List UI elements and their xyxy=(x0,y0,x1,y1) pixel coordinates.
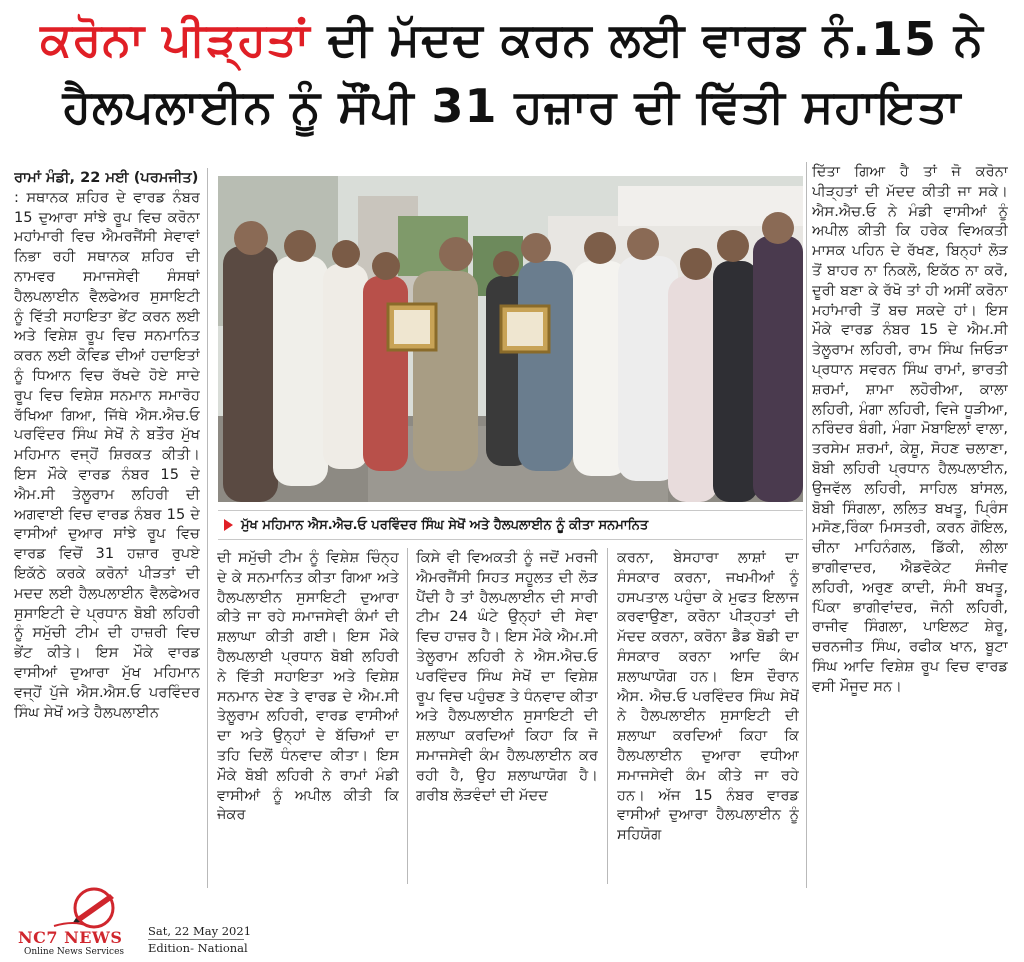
edition-date: Sat, 22 May 2021 xyxy=(148,924,252,938)
edition-info xyxy=(148,924,251,955)
pen-logo-icon xyxy=(14,884,144,930)
column-1-text: : ਸਥਾਨਕ ਸ਼ਹਿਰ ਦੇ ਵਾਰਡ ਨੰਬਰ 15 ਦੁਆਰਾ ਸਾਂਝੇ ਰੂਪ ਵਿਚ ਕਰੋਨਾ ਮਹਾਂਮਾਰੀ ਵਿਚ ਐਮਰਜੈਂਸੀ ਸੇਵਾਵਾਂ ਨਿਭਾ ਰਹੀ ਸਥਾਨਕ ਸ਼ਹਿਰ ਦੀ ਨਾਮਵਰ ਸਮਾਜਸੇਵੀ ਸੰਸਥਾਂ ਹੈਲਪਲਾਈਨ ਵੈਲਫੇਅਰ ਸੁਸਾਇਟੀ ਨੂੰ ਵਿੱਤੀ ਸਹਾਇਤਾ ਭੇਂਟ ਕਰਨ ਲਈ ਅਤੇ ਵਿਸ਼ੇਸ਼ ਰੂਪ ਵਿਚ ਸਨਮਾਨਿਤ ਕਰਨ ਲਈ ਕੋਵਿਡ ਦੀਆਂ ਹਦਾਇਤਾਂ ਨੂੰ ਧਿਆਨ ਵਿਚ ਰੱਖਦੇ ਹੋਏ ਸਾਦੇ ਰੂਪ ਵਿਚ ਵਿਸ਼ੇਸ਼ ਸਨਮਾਨ ਸਮਾਰੋਹ ਰੱਖਿਆ ਗਿਆ, ਜਿੱਥੇ ਐਸ.ਐਚ.ਓ ਪਰਵਿੰਦਰ ਸਿੰਘ ਸੇਖੋਂ ਨੇ ਬਤੌਰ ਮੁੱਖ ਮਹਿਮਾਨ ਵਜ੍ਹੋਂ ਸ਼ਿਰਕਤ ਕੀਤੀ। ਇਸ ਮੌਕੇ ਵਾਰਡ ਨੰਬਰ 15 ਦੇ ਐਮ.ਸੀ ਤੇਲੂਰਾਮ ਲਹਿਰੀ ਦੀ ਅਗਵਾਈ ਵਿਚ ਵਾਰਡ ਨੰਬਰ 15 ਦੇ ਵਾਸੀਆਂ ਦੁਆਰ ਸਾਂਝੇ ਰੂਪ ਵਿਚ ਵਾਰਡ ਵਿਚੋਂ 31 ਹਜ਼ਾਰ ਰੁਪਏ ਇਕੱਠੇ ਕਰਕੇ ਕਰੋਨਾਂ ਪੀੜਤਾਂ ਦੀ ਮਦਦ ਲਈ ਹੈਲਪਲਾਈਨ ਵੈਲਫੇਅਰ ਸੁਸਾਇਟੀ ਦੇ ਪ੍ਰਧਾਨ ਬੋਬੀ ਲਹਿਰੀ ਨੂੰ ਸਮੁੱਚੀ ਟੀਮ ਦੀ ਹਾਜ਼ਰੀ ਵਿਚ ਭੇਂਟ ਕੀਤੇ। ਇਸ ਮੌਕੇ ਵਾਰਡ ਵਾਸੀਆਂ ਦੁਆਰਾ ਮੁੱਖ ਮਹਿਮਾਨ ਵਜ੍ਹੋਂ ਪੁੱਜੇ ਐਸ.ਐਸ.ਓ ਪਰਵਿੰਦਰ ਸਿੰਘ ਸੇਖੋਂ ਅਤੇ ਹੈਲਪਲਾਈਨ xyxy=(14,188,200,721)
dateline: ਰਾਮਾਂ ਮੰਡੀ, 22 ਮਈ (ਪਰਮਜੀਤ) xyxy=(14,169,199,186)
article-column-4: ਕਰਨਾ, ਬੇਸਹਾਰਾ ਲਾਸ਼ਾਂ ਦਾ ਸੰਸਕਾਰ ਕਰਨਾ, ਜਖਮੀਆਂ ਨੂੰ ਹਸਪਤਾਲ ਪਹੁੰਚਾ ਕੇ ਮੁਫਤ ਇਲਾਜ ਕਰਵਾਉਣਾ, ਕਰੋਨਾ ਪੀੜ੍ਹਤਾਂ ਦੀ ਮੱਦਦ ਕਰਨਾ, ਕਰੋਨਾ ਡੈਡ ਬੋਡੀ ਦਾ ਸੰਸਕਾਰ ਕਰਨਾ ਆਦਿ ਕੰਮ ਸ਼ਲਾਘਾਯੋਗ ਹਨ। ਇਸ ਦੌਰਾਨ ਐਸ. ਐਚ.ਓ ਪਰਵਿੰਦਰ ਸਿੰਘ ਸੇਖੋਂ ਨੇ ਹੈਲਪਲਾਈਨ ਸੁਸਾਇਟੀ ਦੀ ਸ਼ਲਾਘਾ ਕਰਦਿਆਂ ਕਿਹਾ ਕਿ ਹੈਲਪਲਾਈਨ ਦੁਆਰਾ ਵਧੀਆ ਸਮਾਜਸੇਵੀ ਕੰਮ ਕੀਤੇ ਜਾ ਰਹੇ ਹਨ। ਅੱਜ 15 ਨੰਬਰ ਵਾਰਡ ਵਾਸੀਆਂ ਦੁਆਰਾ ਹੈਲਪਲਾਈਨ ਨੂੰ ਸਹਿਯੋਗ xyxy=(617,549,799,844)
article-column-1 xyxy=(14,168,200,884)
column-divider xyxy=(607,548,608,884)
brand-logo xyxy=(14,884,144,958)
column-divider xyxy=(207,168,208,888)
caption-arrow-icon xyxy=(224,519,233,531)
headline-line-1 xyxy=(0,10,1024,68)
edition-label: Edition- National xyxy=(148,941,248,955)
article-photo xyxy=(218,176,803,502)
article-column-5: ਦਿੱਤਾ ਗਿਆ ਹੈ ਤਾਂ ਜੋ ਕਰੋਨਾ ਪੀੜ੍ਹਤਾਂ ਦੀ ਮੱਦਦ ਕੀਤੀ ਜਾ ਸਕੇ। ਐਸ.ਐਚ.ਓ ਨੇ ਮੰਡੀ ਵਾਸੀਆਂ ਨੂੰ ਅਪੀਲ ਕੀਤੀ ਕਿ ਹਰੇਕ ਵਿਅਕਤੀ ਮਾਸਕ ਪਹਿਨ ਦੇ ਰੱਖਣ, ਬਿਨ੍ਹਾਂ ਲੋੜ ਤੋਂ ਬਾਹਰ ਨਾ ਨਿਕਲੋ, ਇਕੱਠ ਨਾ ਕਰੋ, ਦੂਰੀ ਬਣਾ ਕੇ ਰੱਖੋ ਤਾਂ ਹੀ ਅਸੀਂ ਕਰੋਨਾ ਮਹਾਂਮਾਰੀ ਤੋਂ ਬਚ ਸਕਦੇ ਹਾਂ। ਇਸ ਮੌਕੇ ਵਾਰਡ ਨੰਬਰ 15 ਦੇ ਐਮ.ਸੀ ਤੇਲੂਰਾਮ ਲਹਿਰੀ, ਰਾਮ ਸਿੰਘ ਜਿਓੜਾ ਪ੍ਰਧਾਨ ਸਵਰਨ ਸਿੰਘ ਰਾਮਾਂ, ਭਾਰਤੀ ਸ਼ਰਮਾਂ, ਸ਼ਾਮਾ ਲਹੋਰੀਆ, ਕਾਲਾ ਲਹਿਰੀ, ਮੰਗਾ ਲਹਿਰੀ, ਵਿਜੇ ਧੂੜੀਆ, ਨਰਿੰਦਰ ਬੰਗੀ, ਮੰਗਾ ਮੋਬਾਇਲਾਂ ਵਾਲਾ, ਤਰਸੇਮ ਸ਼ਰਮਾਂ, ਕੇਸ਼ੂ, ਸੋਹਣ ਚਲਾਣਾ, ਬੋਬੀ ਲਹਿਰੀ ਪ੍ਰਧਾਨ ਹੈਲਪਲਾਈਨ, ਉਜਵੱਲ ਲਹਿਰੀ, ਸਾਹਿਲ ਬਾਂਸਲ, ਬੋਬੀ ਸਿੰਗਲਾ, ਲਲਿਤ ਬਖਤੂ, ਪ੍ਰਿੰਸ ਮਸੋਣ,ਰਿੰਕਾ ਮਿਸਤਰੀ, ਕਰਨ ਗੋਇਲ, ਚੀਨਾ ਮਾਹਿਨੰਗਲ, ਡਿੱਕੀ, ਲੀਲਾ ਭਾਗੀਵਾਦਰ, ਐਡਵੋਕੇਟ ਸੰਜੀਵ ਲਹਿਰੀ, ਅਰੁਣ ਕਾਦੀ, ਸੰਮੀ ਬਖਤੂ, ਪਿੰਕਾ ਭਾਗੀਵਾਂਦਰ, ਜੋਨੀ ਲਹਿਰੀ, ਰਾਜੀਵ ਸਿੰਗਲਾ, ਪਾਇਲਟ ਸ਼ੇਰੂ, ਚਰਨਜੀਤ ਸਿੰਘ, ਰਫੀਕ ਖਾਨ, ਬੂਟਾ ਸਿੰਘ ਆਦਿ ਵਿਸ਼ੇਸ਼ ਰੂਪ ਵਿਚ ਵਾਰਡ ਵਸੀ ਮੌਜੂਦ ਸਨ। xyxy=(812,163,1008,695)
column-divider xyxy=(407,548,408,884)
article-column-2: ਦੀ ਸਮੁੱਚੀ ਟੀਮ ਨੂੰ ਵਿਸ਼ੇਸ਼ ਚਿੰਨ੍ਹ ਦੇ ਕੇ ਸਨਮਾਨਿਤ ਕੀਤਾ ਗਿਆ ਅਤੇ ਹੈਲਪਲਾਈਨ ਸੁਸਾਇਟੀ ਦੁਆਰਾ ਕੀਤੇ ਜਾ ਰਹੇ ਸਮਾਜਸੇਵੀ ਕੰਮਾਂ ਦੀ ਸ਼ਲਾਘਾ ਕੀਤੀ ਗਈ। ਇਸ ਮੌਕੇ ਹੈਲਪਲਾਈ ਪ੍ਰਧਾਨ ਬੋਬੀ ਲਹਿਰੀ ਨੇ ਵਿੱਤੀ ਸਹਾਇਤਾ ਅਤੇ ਵਿਸ਼ੇਸ਼ ਸਨਮਾਨ ਦੇਣ ਤੇ ਵਾਰਡ ਦੇ ਐਮ.ਸੀ ਤੇਲੂਰਾਮ ਲਹਿਰੀ, ਵਾਰਡ ਵਾਸੀਆਂ ਦਾ ਅਤੇ ਉਨ੍ਹਾਂ ਦੇ ਬੱਚਿਆਂ ਦਾ ਤਹਿ ਦਿਲੋਂ ਧੰਨਵਾਦ ਕੀਤਾ। ਇਸ ਮੌਕੇ ਬੋਬੀ ਲਹਿਰੀ ਨੇ ਰਾਮਾਂ ਮੰਡੀ ਵਾਸੀਆਂ ਨੂੰ ਅਪੀਲ ਕੀਤੀ ਕਿ ਜੇਕਰ xyxy=(217,549,399,824)
column-divider xyxy=(806,162,807,888)
brand-name: NC7 NEWS xyxy=(18,928,123,947)
headline-highlight: ਕਰੋਨਾ ਪੀੜ੍ਹਤਾਂ xyxy=(40,12,311,66)
edition-divider xyxy=(148,939,244,940)
article-column-3: ਕਿਸੇ ਵੀ ਵਿਅਕਤੀ ਨੂੰ ਜਦੋਂ ਮਰਜੀ ਐਮਰਜੈਂਸੀ ਸਿਹਤ ਸਹੂਲਤ ਦੀ ਲੋੜ ਪੈਂਦੀ ਹੈ ਤਾਂ ਹੈਲਪਲਾਈਨ ਦੀ ਸਾਰੀ ਟੀਮ 24 ਘੰਟੇ ਉਨ੍ਹਾਂ ਦੀ ਸੇਵਾ ਵਿਚ ਹਾਜ਼ਰ ਹੈ। ਇਸ ਮੌਕੇ ਐਮ.ਸੀ ਤੇਲੂਰਾਮ ਲਹਿਰੀ ਨੇ ਐਸ.ਐਚ.ਓ ਪਰਵਿੰਦਰ ਸਿੰਘ ਸੇਖੋਂ ਦਾ ਵਿਸ਼ੇਸ਼ ਰੂਪ ਵਿਚ ਪਹੁੰਚਣ ਤੇ ਧੰਨਵਾਦ ਕੀਤਾ ਅਤੇ ਹੈਲਪਲਾਈਨ ਸੁਸਾਇਟੀ ਦੀ ਸ਼ਲਾਘਾ ਕਰਦਿਆਂ ਕਿਹਾ ਕਿ ਜੋ ਸਮਾਜਸੇਵੀ ਕੰਮ ਹੈਲਪਲਾਈਨ ਕਰ ਰਹੀ ਹੈ, ਉਹ ਸ਼ਲਾਘਾਯੋਗ ਹੈ। ਗਰੀਬ ਲੋੜਵੰਦਾਂ ਦੀ ਮੱਦਦ xyxy=(416,549,598,804)
brand-tagline: Online News Services xyxy=(24,947,125,957)
headline-line-2: ਹੈਲਪਲਾਈਨ ਨੂੰ ਸੌਂਪੀ 31 ਹਜ਼ਾਰ ਦੀ ਵਿੱਤੀ ਸਹਾਇਤਾ xyxy=(62,79,962,133)
headline-rest: ਦੀ ਮੱਦਦ ਕਰਨ ਲਈ ਵਾਰਡ ਨੰ.15 ਨੇ xyxy=(310,12,984,66)
photo-caption xyxy=(218,510,803,540)
photo-caption-text: ਮੁੱਖ ਮਹਿਮਾਨ ਐਸ.ਐਚ.ਓ ਪਰਵਿੰਦਰ ਸਿੰਘ ਸੇਖੋਂ ਅਤੇ ਹੈਲਪਲਾਈਨ ਨੂੰ ਕੀਤਾ ਸਨਮਾਨਿਤ xyxy=(241,517,649,533)
